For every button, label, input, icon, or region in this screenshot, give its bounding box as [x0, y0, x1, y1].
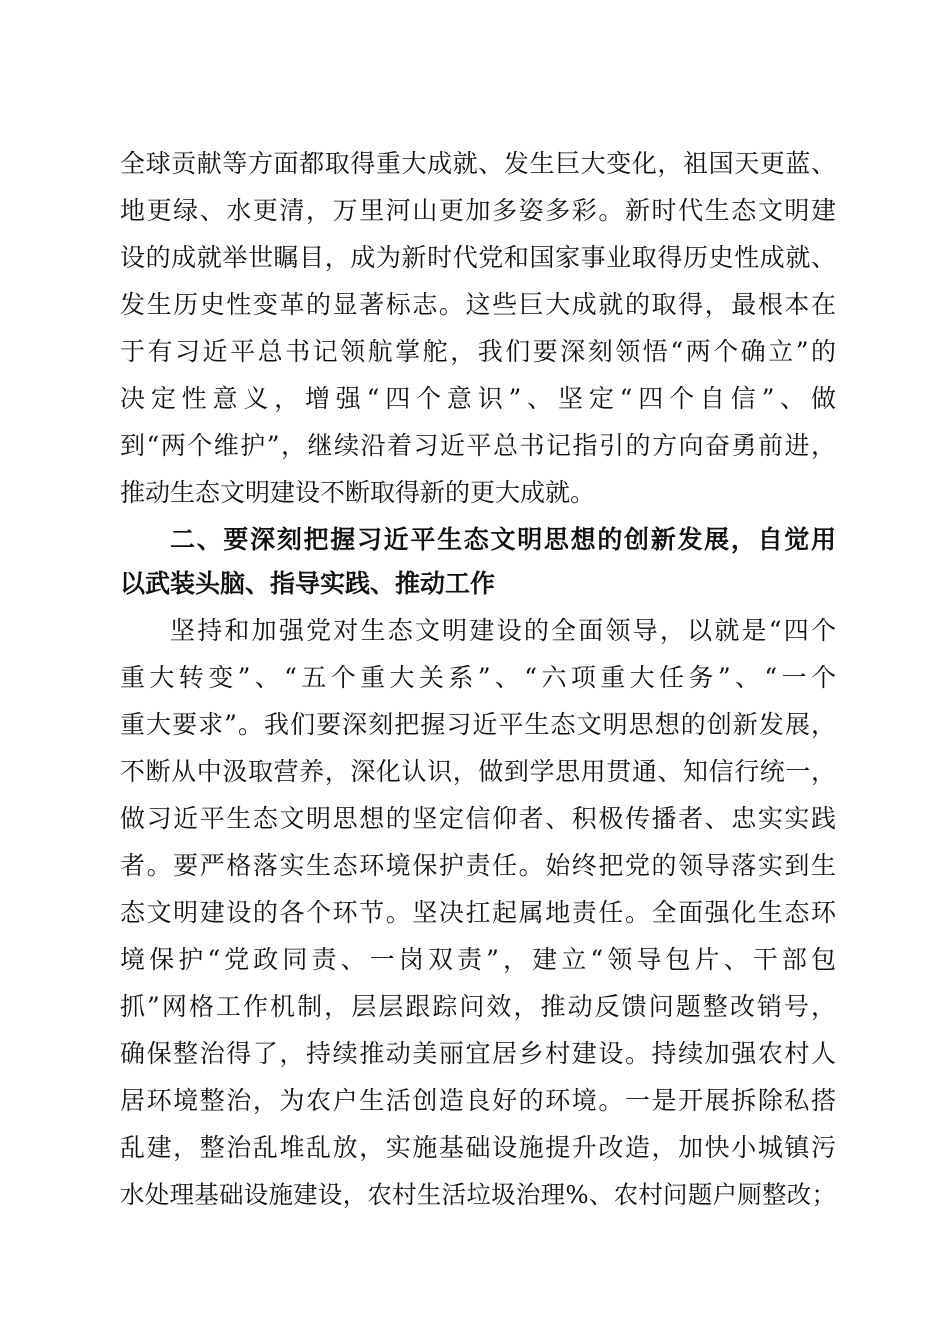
- body-text-line: 决定性意义，增强“四个意识”、坚定“四个自信”、做: [120, 384, 836, 413]
- body-text-line: 于有习近平总书记领航掌舵，我们要深刻领悟“两个确立”的: [120, 337, 836, 366]
- body-text-line: 重大要求”。我们要深刻把握习近平生态文明思想的创新发展，: [120, 710, 836, 739]
- body-text-line: 居环境整治，为农户生活创造良好的环境。一是开展拆除私搭: [120, 1086, 836, 1115]
- body-text-line: 不断从中汲取营养，深化认识，做到学思用贯通、知信行统一，: [120, 757, 836, 786]
- body-text-line: 境保护“党政同责、一岗双责”，建立“领导包片、干部包: [120, 945, 836, 974]
- body-text-line: 到“两个维护”，继续沿着习近平总书记指引的方向奋勇前进，: [120, 431, 836, 460]
- body-text-line: 抓”网格工作机制，层层跟踪问效，推动反馈问题整改销号，: [120, 992, 836, 1021]
- body-text-line: 做习近平生态文明思想的坚定信仰者、积极传播者、忠实实践: [120, 804, 836, 833]
- body-text-line: 推动生态文明建设不断取得新的更大成就。: [120, 478, 596, 507]
- body-text-line: 设的成就举世瞩目，成为新时代党和国家事业取得历史性成就、: [120, 243, 836, 272]
- body-text-line: 乱建，整治乱堆乱放，实施基础设施提升改造，加快小城镇污: [120, 1133, 836, 1162]
- body-text-line: 全球贡献等方面都取得重大成就、发生巨大变化，祖国天更蓝、: [120, 149, 836, 178]
- body-text-line: 确保整治得了，持续推动美丽宜居乡村建设。持续加强农村人: [120, 1039, 836, 1068]
- body-text-line: 发生历史性变革的显著标志。这些巨大成就的取得，最根本在: [120, 290, 836, 319]
- body-text-line: 态文明建设的各个环节。坚决扛起属地责任。全面强化生态环: [120, 898, 836, 927]
- section-heading-line: 二、要深刻把握习近平生态文明思想的创新发展，自觉用: [170, 525, 836, 554]
- body-text-line: 重大转变”、“五个重大关系”、“六项重大任务”、“一个: [120, 663, 836, 692]
- body-text-line: 水处理基础设施建设，农村生活垃圾治理%、农村问题户厕整改；: [120, 1180, 836, 1209]
- body-text-line: 坚持和加强党对生态文明建设的全面领导，以就是“四个: [170, 616, 836, 645]
- section-heading-line: 以武装头脑、指导实践、推动工作: [120, 569, 496, 598]
- body-text-line: 者。要严格落实生态环境保护责任。始终把党的领导落实到生: [120, 851, 836, 880]
- body-text-line: 地更绿、水更清，万里河山更加多姿多彩。新时代生态文明建: [120, 196, 836, 225]
